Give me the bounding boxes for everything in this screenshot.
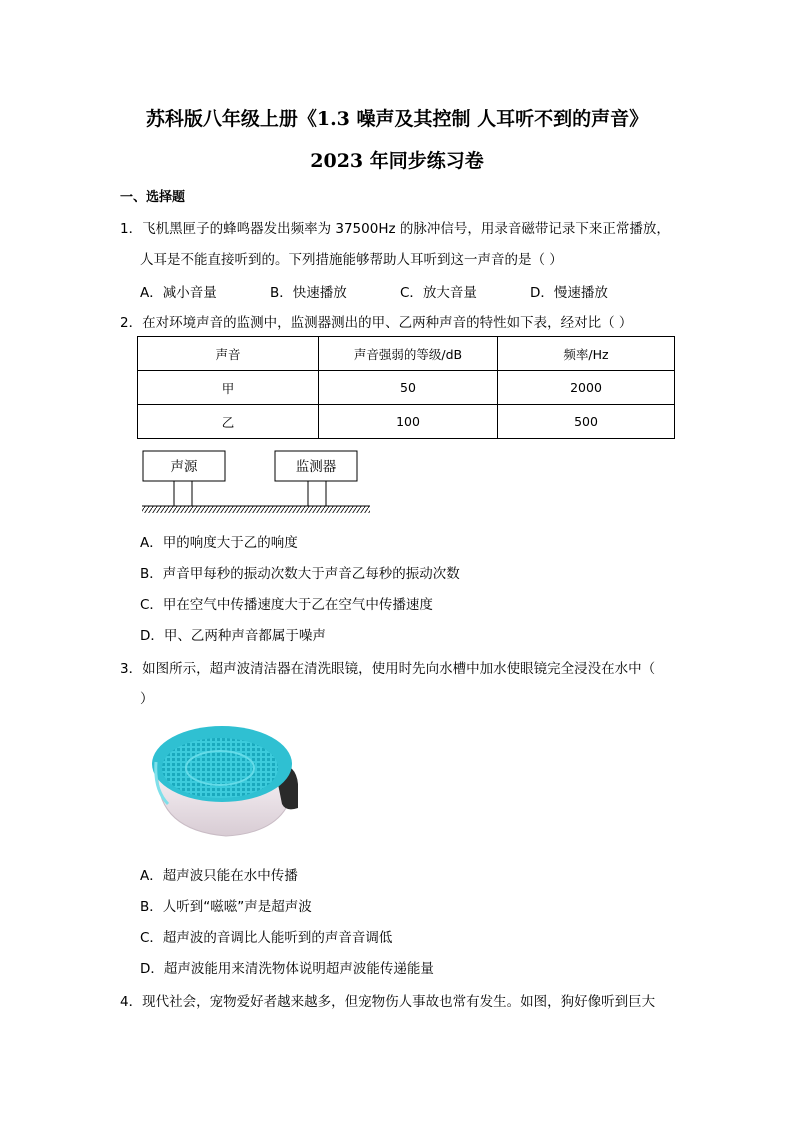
- q2-option-d: D．甲、乙两种声音都属于噪声: [140, 628, 326, 644]
- q1-stem-line2: 人耳是不能直接听到的。下列措施能够帮助人耳听到这一声音的是（ ）: [140, 252, 563, 268]
- ultrasonic-cleaner-image: [146, 712, 304, 842]
- q3-option-d: D．超声波能用来清洗物体说明超声波能传递能量: [140, 961, 434, 977]
- q1-stem-line1: 1．飞机黑匣子的蜂鸣器发出频率为 37500Hz 的脉冲信号，用录音磁带记录下来正常播放，: [120, 221, 670, 237]
- q3-stem-line1: 3．如图所示，超声波清洁器在清洗眼镜，使用时先向水槽中加水使眼镜完全浸没在水中（: [120, 661, 656, 677]
- table-header-cell: 声音: [138, 337, 319, 371]
- q1-options: [140, 281, 660, 301]
- doc-title-line2: 2023 年同步练习卷: [310, 150, 484, 172]
- q1-option-b: B．快速播放: [270, 285, 347, 301]
- table-header-cell: 声音强弱的等级/dB: [319, 337, 498, 371]
- table-header-cell: 频率/Hz: [498, 337, 675, 371]
- ground-hatch: [142, 506, 370, 513]
- q3-option-b: B．人听到“嗞嗞”声是超声波: [140, 899, 312, 915]
- q2-diagram: [140, 448, 372, 520]
- table-cell: 50: [319, 371, 498, 405]
- q3-option-c: C．超声波的音调比人能听到的声音音调低: [140, 930, 393, 946]
- q3-stem-line2: ）: [140, 691, 154, 707]
- table-cell: 100: [319, 405, 498, 439]
- q2-sound-table: [137, 336, 675, 439]
- section-heading: 一、选择题: [120, 190, 186, 205]
- q2-option-a: A．甲的响度大于乙的响度: [140, 535, 298, 551]
- monitor-label: 监测器: [295, 459, 337, 475]
- table-header-row: [138, 337, 675, 371]
- q2-stem: 2．在对环境声音的监测中，监测器测出的甲、乙两种声音的特性如下表，经对比（ ）: [120, 315, 633, 331]
- source-label: 声源: [170, 459, 198, 475]
- q2-option-b: B．声音甲每秒的振动次数大于声音乙每秒的振动次数: [140, 566, 460, 582]
- table-cell: 500: [498, 405, 675, 439]
- cleaner-basket-mesh: [162, 738, 278, 798]
- q3-option-a: A．超声波只能在水中传播: [140, 868, 298, 884]
- table-row: [138, 405, 675, 439]
- q4-stem-line1: 4．现代社会，宠物爱好者越来越多，但宠物伤人事故也常有发生。如图，狗好像听到巨大: [120, 994, 656, 1010]
- q2-option-c: C．甲在空气中传播速度大于乙在空气中传播速度: [140, 597, 433, 613]
- q1-option-a: A．减小音量: [140, 285, 217, 301]
- table-row: [138, 371, 675, 405]
- q1-option-d: D．慢速播放: [530, 285, 608, 301]
- table-cell: 甲: [138, 371, 319, 405]
- q1-option-c: C．放大音量: [400, 285, 477, 301]
- table-cell: 2000: [498, 371, 675, 405]
- table-cell: 乙: [138, 405, 319, 439]
- doc-title-line1: 苏科版八年级上册《1.3 噪声及其控制 人耳听不到的声音》: [145, 108, 649, 130]
